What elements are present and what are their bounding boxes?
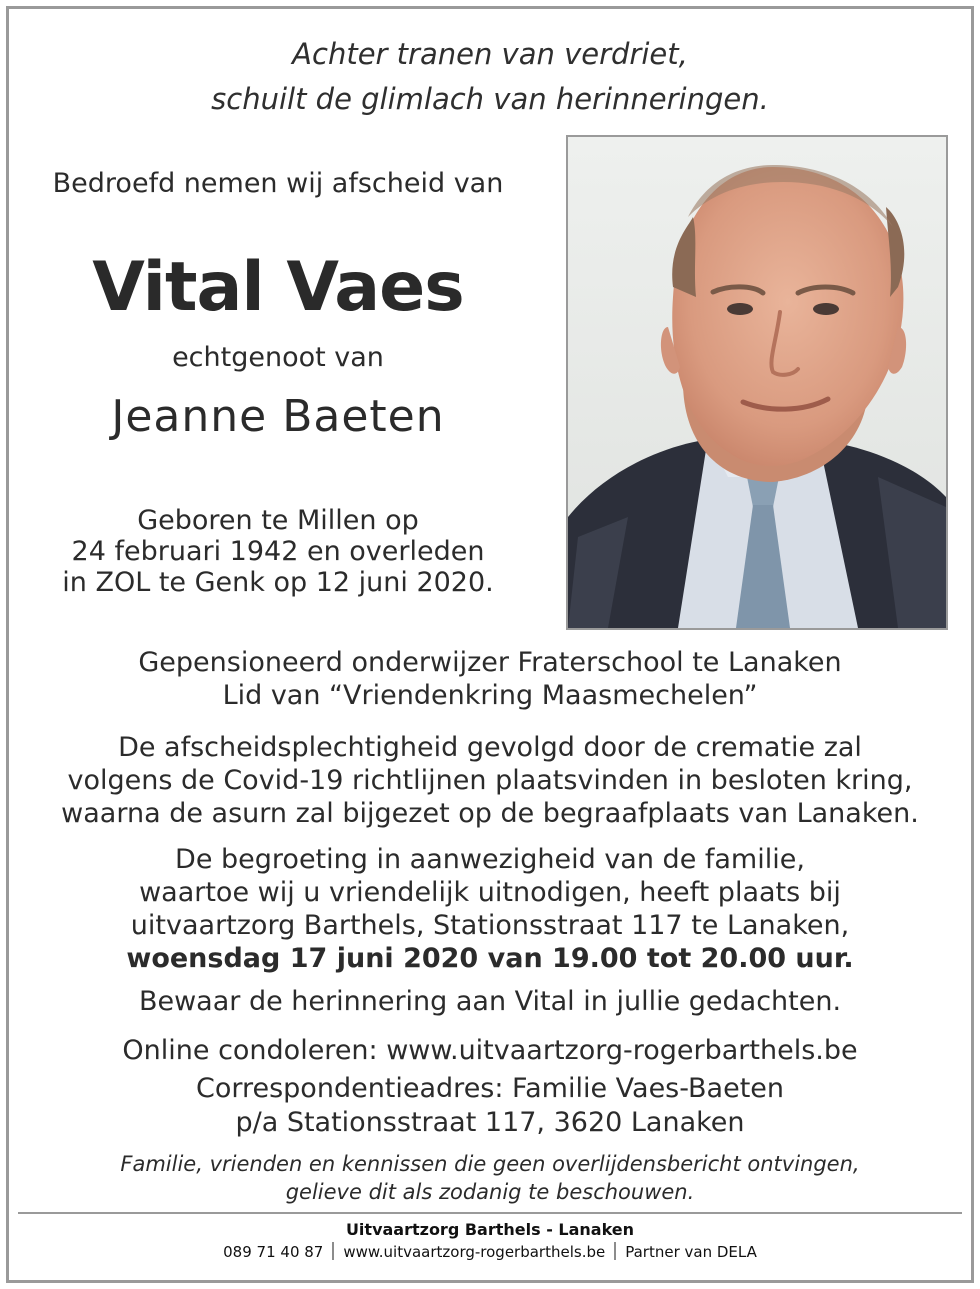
visit-line-1: De begroeting in aanwezigheid van de familie, <box>175 844 805 875</box>
funeral-home-name: Uitvaartzorg Barthels - Lanaken <box>345 1220 635 1239</box>
bio-line-1: Gepensioneerd onderwijzer Fraterschool te Lanaken <box>138 647 842 678</box>
correspondence-address <box>0 1072 980 1140</box>
footer-separator <box>614 1242 616 1260</box>
deceased-name: Vital Vaes <box>92 248 464 327</box>
footer-separator <box>332 1242 334 1260</box>
footer-divider <box>18 1212 962 1214</box>
remember-text: Bewaar de herinnering aan Vital in jullie gedachten. <box>138 986 842 1017</box>
birth-line-2: 24 februari 1942 en overleden <box>71 536 485 567</box>
online-condolences: Online condoleren: www.uitvaartzorg-rogerbarthels.be <box>122 1035 858 1066</box>
footer-partner: Partner van DELA <box>625 1243 757 1261</box>
note-line-2: gelieve dit als zodanig te beschouwen. <box>285 1180 695 1204</box>
birth-death-info <box>0 505 556 598</box>
footer-phone: 089 71 40 87 <box>223 1243 324 1261</box>
visit-line-3: uitvaartzorg Barthels, Stationsstraat 117 te Lanaken, <box>130 910 850 941</box>
footer-contact <box>0 1241 980 1263</box>
correspondence-line-2: p/a Stationsstraat 117, 3620 Lanaken <box>235 1107 745 1138</box>
spouse-label: echtgenoot van <box>172 342 384 373</box>
correspondence-line-1: Correspondentieadres: Familie Vaes-Baeten <box>195 1073 785 1104</box>
bio-line-2: Lid van “Vriendenkring Maasmechelen” <box>222 680 758 711</box>
ceremony-line-1: De afscheidsplechtigheid gevolgd door de crematie zal <box>118 732 862 763</box>
visitation-info <box>0 843 980 975</box>
ceremony-line-3: waarna de asurn zal bijgezet op de begraafplaats van Lanaken. <box>61 798 919 829</box>
portrait-illustration <box>568 137 946 628</box>
intro-text: Bedroefd nemen wij afscheid van <box>52 168 504 199</box>
birth-line-1: Geboren te Millen op <box>137 505 419 536</box>
footer-website[interactable]: www.uitvaartzorg-rogerbarthels.be <box>343 1243 606 1261</box>
spouse-name: Jeanne Baeten <box>111 391 445 442</box>
memorial-quote <box>0 32 980 122</box>
ceremony-line-2: volgens de Covid-19 richtlijnen plaatsvinden in besloten kring, <box>67 765 913 796</box>
notice-note <box>0 1150 980 1206</box>
visit-line-2: waartoe wij u vriendelijk uitnodigen, heeft plaats bij <box>139 877 841 908</box>
birth-line-3: in ZOL te Genk op 12 juni 2020. <box>62 567 494 598</box>
portrait-photo <box>566 135 948 630</box>
visit-datetime: woensdag 17 juni 2020 van 19.00 tot 20.00 uur. <box>126 943 854 974</box>
biography <box>0 646 980 712</box>
note-line-1: Familie, vrienden en kennissen die geen overlijdensbericht ontvingen, <box>120 1152 860 1176</box>
quote-line-2: schuilt de glimlach van herinneringen. <box>211 82 769 116</box>
ceremony-info <box>0 731 980 830</box>
quote-line-1: Achter tranen van verdriet, <box>292 37 688 71</box>
